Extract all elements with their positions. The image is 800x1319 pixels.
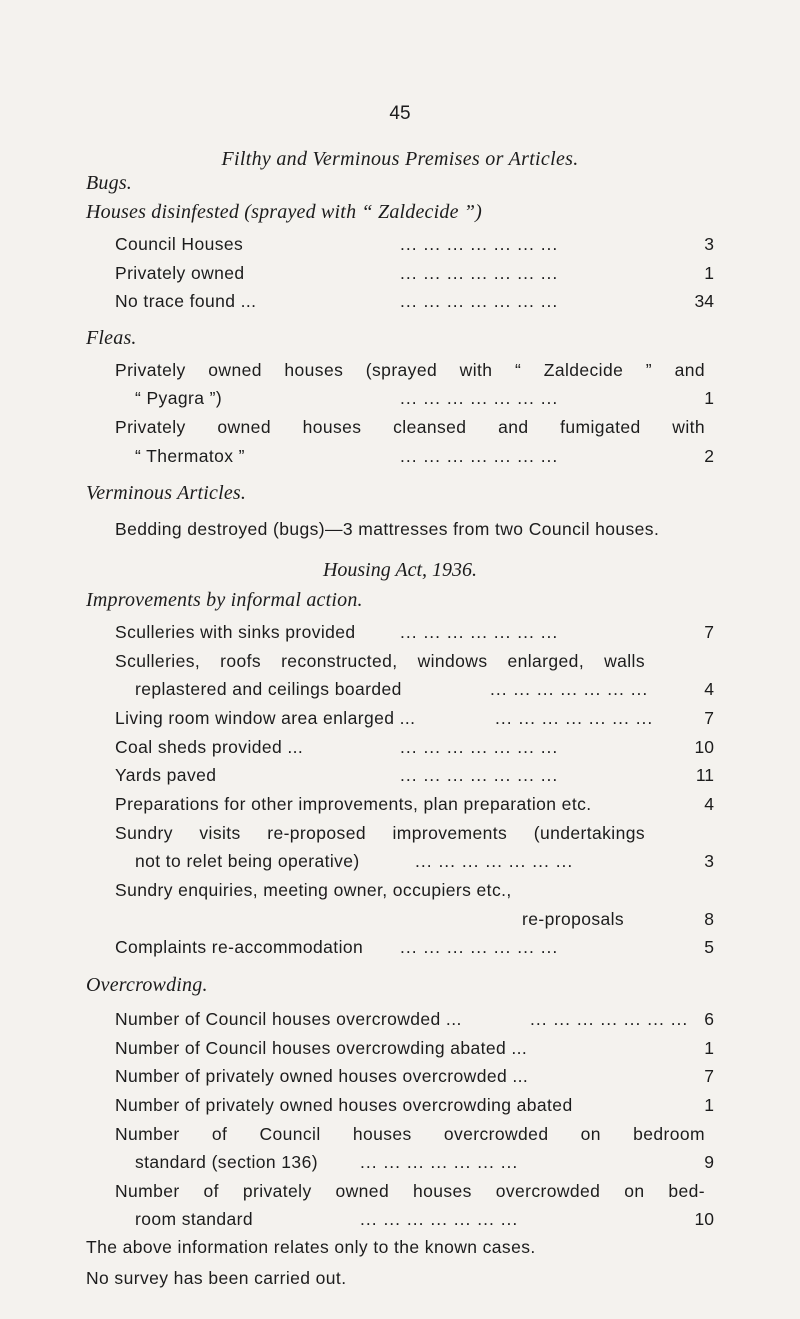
- improvement-row-value: 5: [704, 936, 714, 957]
- overcrowding-row-label: standard (section 136): [135, 1151, 318, 1172]
- overcrowding-note: No survey has been carried out.: [86, 1268, 347, 1288]
- overcrowding-row-label: Number of privately owned houses overcrowding abated: [115, 1094, 573, 1115]
- overcrowding-row-label: Number of Council houses overcrowding abated ...: [115, 1037, 528, 1058]
- improvement-row-label: Sundry enquiries, meeting owner, occupiers etc.,: [115, 879, 512, 900]
- bugs-row-value: 1: [704, 262, 714, 283]
- fleas-row2-line1: Privately owned houses cleansed and fumigated with: [115, 417, 705, 437]
- improvement-row-label: Sundry visits re-proposed improvements (undertakings: [115, 822, 645, 843]
- overcrowding-row-value: 1: [704, 1037, 714, 1058]
- overcrowding-row-label: Number of Council houses overcrowded ...: [115, 1008, 462, 1029]
- improvement-row-label: not to relet being operative): [135, 850, 360, 871]
- fleas-row1-line1: Privately owned houses (sprayed with “ Zaldecide ” and: [115, 359, 705, 380]
- leader-dots: ... ... ... ... ... ... ...: [490, 678, 649, 699]
- leader-dots: ... ... ... ... ... ... ...: [400, 936, 559, 957]
- improvement-row-label: Living room window area enlarged ...: [115, 707, 416, 728]
- improvement-row-value: 8: [704, 908, 714, 929]
- overcrowding-row-label: Number of privately owned houses overcrowded on bed-: [115, 1180, 705, 1201]
- bugs-row-value: 3: [704, 233, 714, 254]
- improvement-row-label: Sculleries, roofs reconstructed, windows enlarged, walls: [115, 650, 645, 671]
- fleas-heading: Fleas.: [86, 327, 137, 350]
- fleas-row2-line2: “ Thermatox ”: [135, 445, 245, 466]
- leader-dots: ... ... ... ... ... ... ...: [400, 290, 559, 311]
- improvement-row-label: Yards paved: [115, 764, 217, 785]
- leader-dots: ... ... ... ... ... ... ...: [495, 707, 654, 728]
- leader-dots: ... ... ... ... ... ... ...: [360, 1151, 519, 1172]
- housing-act-subheading: Improvements by informal action.: [86, 589, 363, 612]
- fleas-row1-value: 1: [704, 388, 714, 409]
- overcrowding-row-label: Number of Council houses overcrowded on bedroom: [115, 1123, 705, 1144]
- improvement-row-label: Complaints re-accommodation: [115, 936, 364, 957]
- improvement-row-label: Preparations for other improvements, plan preparation etc.: [115, 793, 592, 814]
- bugs-row-label: Privately owned: [115, 262, 245, 283]
- leader-dots: ... ... ... ... ... ... ...: [400, 233, 559, 254]
- overcrowding-note: The above information relates only to the known cases.: [86, 1237, 536, 1257]
- leader-dots: ... ... ... ... ... ... ...: [415, 850, 574, 871]
- bugs-subheading: Houses disinfested (sprayed with “ Zaldecide ”): [86, 201, 483, 224]
- verminous-text: Bedding destroyed (bugs)—3 mattresses from two Council houses.: [115, 518, 660, 539]
- bugs-row-value: 34: [694, 290, 714, 311]
- improvement-row-value: 7: [704, 621, 714, 642]
- overcrowding-row-label: room standard: [135, 1208, 254, 1229]
- improvement-row-label: re-proposals: [522, 908, 625, 929]
- improvement-row-value: 7: [704, 707, 714, 728]
- leader-dots: ... ... ... ... ... ... ...: [360, 1208, 519, 1229]
- improvement-row-value: 4: [704, 678, 714, 699]
- improvement-row-label: replastered and ceilings boarded: [135, 678, 402, 699]
- overcrowding-row-value: 6: [704, 1008, 714, 1029]
- fleas-row2-value: 2: [704, 445, 714, 466]
- overcrowding-row-label: Number of privately owned houses overcrowded ...: [115, 1065, 529, 1086]
- improvement-row-value: 3: [704, 850, 714, 871]
- overcrowding-row-value: 9: [704, 1151, 714, 1172]
- bugs-row-label: Council Houses: [115, 233, 244, 254]
- leader-dots: ... ... ... ... ... ... ...: [400, 262, 559, 283]
- leader-dots: ... ... ... ... ... ... ...: [530, 1008, 689, 1029]
- overcrowding-row-value: 7: [704, 1065, 714, 1086]
- improvement-row-value: 4: [704, 793, 714, 814]
- overcrowding-row-value: 1: [704, 1094, 714, 1115]
- leader-dots: ... ... ... ... ... ... ...: [400, 445, 559, 466]
- overcrowding-heading: Overcrowding.: [86, 974, 208, 997]
- leader-dots: ... ... ... ... ... ... ...: [400, 388, 559, 409]
- page-number: 45: [389, 103, 411, 124]
- improvement-row-value: 10: [694, 736, 714, 757]
- improvement-row-label: Coal sheds provided ...: [115, 736, 304, 757]
- fleas-row1-line2: “ Pyagra ”): [135, 388, 223, 409]
- leader-dots: ... ... ... ... ... ... ...: [400, 621, 559, 642]
- improvement-row-value: 11: [695, 764, 714, 785]
- verminous-heading: Verminous Articles.: [86, 481, 247, 504]
- page-title: Filthy and Verminous Premises or Articles.: [221, 148, 579, 170]
- housing-act-heading: Housing Act, 1936.: [322, 559, 478, 582]
- bugs-row-label: No trace found ...: [115, 290, 257, 311]
- leader-dots: ... ... ... ... ... ... ...: [400, 764, 559, 785]
- leader-dots: ... ... ... ... ... ... ...: [400, 736, 559, 757]
- improvement-row-label: Sculleries with sinks provided: [115, 621, 356, 642]
- overcrowding-notes: [86, 1232, 536, 1294]
- bugs-heading: Bugs.: [86, 172, 132, 195]
- overcrowding-row-value: 10: [694, 1208, 714, 1229]
